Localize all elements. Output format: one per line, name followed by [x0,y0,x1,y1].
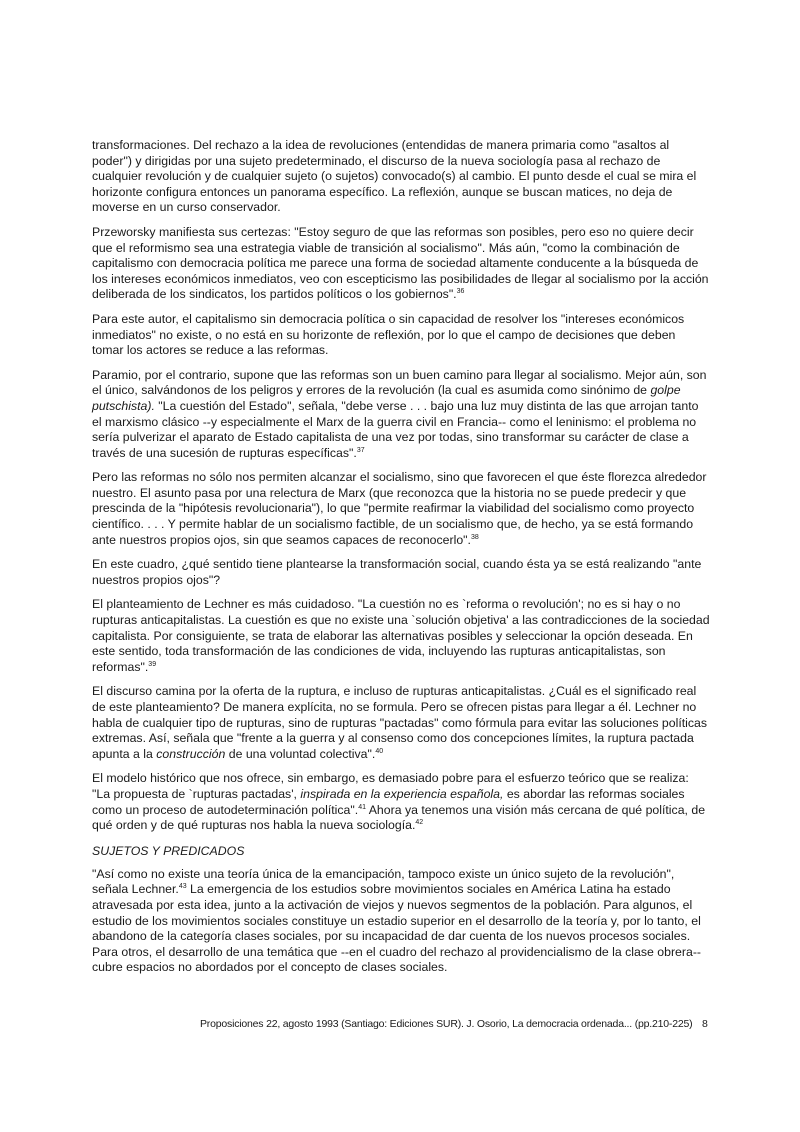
text-run: Pero las reformas no sólo nos permiten alcanzar el socialismo, sino que favorecen el que éste florezca alrededor nuestro. El asunto pasa por una relectura de Marx (que reconozca que la historia no se puede predecir y que prescinda de la "hipótesis revolucionaria"), lo que "permite reafirmar la viabilidad del socialismo como proyecto científico. . . . Y permite hablar de un socialismo factible, de un socialismo que, de hecho, ya se está formando ante nuestros propios ojos, sin que seamos capaces de reconocerlo". [92,470,707,547]
italic-text: construcción [156,746,226,761]
text-run: "La cuestión del Estado", señala, "debe verse . . . bajo una luz muy distinta de las que arrojan tanto el marxismo clásico --y especialmente el Marx de la guerra civil en Francia-- como el leninismo: el problema no sería pulverizar el aparato de Estado capitalista de una vez por todas, sino transformar su carácter de clase a través de una sucesión de rupturas específicas". [92,398,699,460]
footnote-ref: 43 [178,883,187,891]
text-run: El discurso camina por la oferta de la ruptura, e incluso de rupturas anticapitalistas. ¿Cuál es el significado real de este planteamiento? De manera explícita, no se formula. Pero se ofrecen pistas para llegar a él. Lechner no habla de cualquier tipo de rupturas, sino de rupturas "pactadas" como fórmula para evitar las soluciones políticas extremas. Así, señala que "frente a la guerra y al consenso como dos concepciones límites, la ruptura pactada apunta a la [92,684,708,761]
text-run: "Así como no existe una teoría única de la emancipación, tampoco existe un único sujeto de la revolución", señala Lechner. [92,866,675,897]
paragraph [92,368,710,462]
text-run: transformaciones. Del rechazo a la idea de revoluciones (entendidas de manera primaria como "asaltos al poder") y dirigidas por una sujeto predeterminado, el discurso de la nueva sociología pasa al rechazo de cualquier revolución y de cualquier sujeto (o sujetos) convocado(s) al cambio. El punto desde el cual se mira el horizonte configura entonces un panorama específico. La reflexión, aunque se buscan matices, no deja de moverse en un curso conservador. [92,138,697,215]
italic-text: inspirada en la experiencia española, [300,786,504,801]
paragraph [92,867,710,976]
page-number: 8 [702,1018,708,1030]
text-run: Paramio, por el contrario, supone que las reformas son un buen camino para llegar al socialismo. Mejor aún, son el único, salvándonos de los peligros y errores de la revolución (la cual es asumida como sinónimo de [92,367,707,398]
paragraph [92,138,710,216]
paragraph [92,312,710,359]
document-body [92,138,710,985]
text-run: Ahora ya tenemos una visión más cercana de qué política, de qué orden y de qué rupturas nos habla la nueva sociología. [92,802,706,833]
text-run: La emergencia de los estudios sobre movimientos sociales en América Latina ha estado atravesada por esta idea, junto a la activación de viejos y nuevos segmentos de la población. Para algunos, el estudio de los movimientos sociales constituye un estadio superior en el desarrollo de la teoría y, por lo tanto, el abandono de la categoría clases sociales, por su incapacidad de dar cuenta de los nuevos procesos sociales. Para otros, el desarrollo de una temática que --en el cuadro del rechazo al providencialismo de la clase obrera-- cubre espacios no abordados por el concepto de clases sociales. [92,882,702,975]
footer-citation: Proposiciones 22, agosto 1993 (Santiago: Ediciones SUR). J. Osorio, La democracia ordenada... (pp.210-225) [200,1018,693,1030]
footnote-ref: 40 [375,747,384,755]
italic-text: golpe putschista). [92,383,681,413]
text-run: es abordar las reformas sociales como un proceso de autodeterminación política". [92,786,685,817]
paragraph [92,597,710,675]
section-heading: SUJETOS Y PREDICADOS [92,843,245,858]
footnote-ref: 36 [456,288,465,296]
text-run: Para este autor, el capitalismo sin democracia política o sin capacidad de resolver los "intereses económicos inmediatos" no existe, o no está en su horizonte de reflexión, por lo que el campo de decisiones que deben tomar los actores se reduce a las reformas. [92,311,685,358]
paragraph-group [92,138,710,834]
footnote-ref: 39 [148,660,157,668]
paragraph [92,225,710,303]
paragraph [92,771,710,833]
paragraph [92,684,710,762]
text-run: de una voluntad colectiva". [225,746,376,761]
paragraph [92,557,710,588]
text-run: Przeworsky manifiesta sus certezas: "Estoy seguro de que las reformas son posibles, pero eso no quiere decir que el reformismo sea una estrategia viable de transición al socialismo". Más aún, "como la combinación de capitalismo con democracia política me parece una forma de sociedad altamente conducente a la búsqueda de los intereses económicos inmediatos, veo con escepticismo las posibilidades de llegar al socialismo por la acción deliberada de los sindicatos, los partidos políticos o los gobiernos". [92,224,709,302]
paragraph-group [92,867,710,976]
footnote-ref: 42 [415,819,424,827]
footnote-ref: 37 [356,446,365,454]
paragraph [92,470,710,548]
footnote-ref: 38 [470,533,479,541]
text-run: El planteamiento de Lechner es más cuidadoso. "La cuestión no es `reforma o revolución'; no es si hay o no rupturas anticapitalistas. La cuestión es que no existe una `solución objetiva' a las contradicciones de la sociedad capitalista. Por consiguiente, se trata de elaborar las alternativas posibles y seleccionar la opción deseada. En este sentido, toda transformación de las condiciones de vida, incluyendo las rupturas anticapitalistas, son reformas". [92,597,710,674]
footnote-ref: 41 [358,803,366,811]
text-run: El modelo histórico que nos ofrece, sin embargo, es demasiado pobre para el esfuerzo teórico que se realiza: "La propuesta de `rupturas pactadas', [92,771,689,801]
text-run: En este cuadro, ¿qué sentido tiene plantearse la transformación social, cuando ésta ya se está realizando "ante nuestros propios ojos"? [92,557,702,587]
